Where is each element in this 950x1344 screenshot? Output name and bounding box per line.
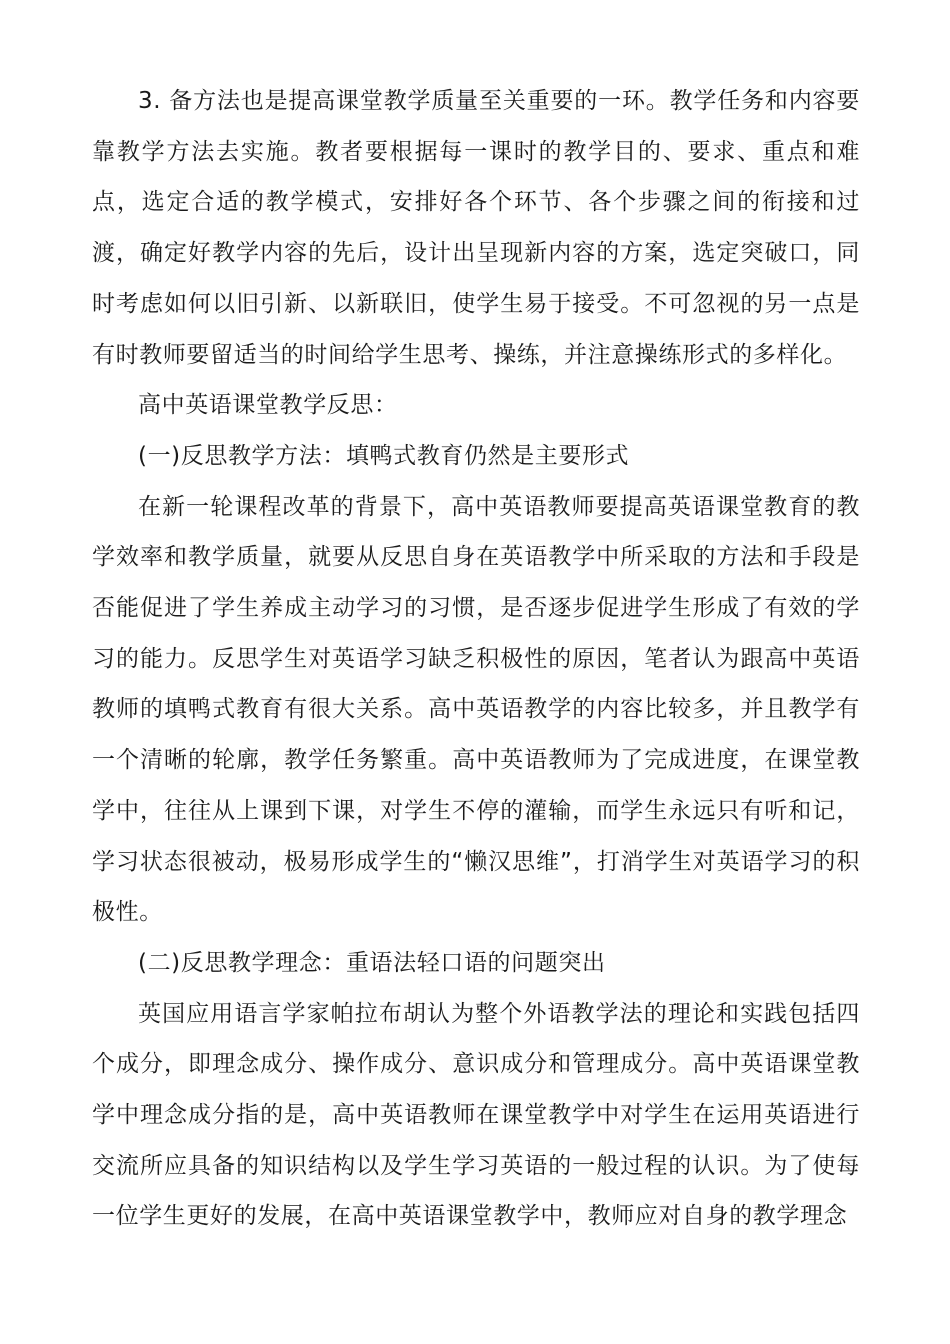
subheading-teaching-method: (一)反思教学方法：填鸭式教育仍然是主要形式 xyxy=(138,442,630,469)
document-body xyxy=(92,76,860,1242)
paragraph-teaching-concept: 英国应用语言学家帕拉布胡认为整个外语教学法的理论和实践包括四个成分，即理念成分、操作成分、意识成分和管理成分。高中英语课堂教学中理念成分指的是，高中英语教师在课堂教学中对学生在运用英语进行交流所应具备的知识结构以及学生学习英语的一般过程的认识。为了使每一位学生更好的发展，在高中英语课堂教学中，教师应对自身的教学理念 xyxy=(92,1000,860,1230)
paragraph-teaching-method: 在新一轮课程改革的背景下，高中英语教师要提高英语课堂教育的教学效率和教学质量，就要从反思自身在英语教学中所采取的方法和手段是否能促进了学生养成主动学习的习惯，是否逐步促进学生形成了有效的学习的能力。反思学生对英语学习缺乏积极性的原因，笔者认为跟高中英语教师的填鸭式教育有很大关系。高中英语教学的内容比较多，并且教学有一个清晰的轮廓，教学任务繁重。高中英语教师为了完成进度，在课堂教学中，往往从上课到下课，对学生不停的灌输，而学生永远只有听和记，学习状态很被动，极易形成学生的“懒汉思维”，打消学生对英语学习的积极性。 xyxy=(92,493,860,926)
subheading-teaching-concept: (二)反思教学理念：重语法轻口语的问题突出 xyxy=(138,949,606,976)
section-heading-reflection: 高中英语课堂教学反思： xyxy=(138,392,398,419)
paragraph-method-preparation: 3. 备方法也是提高课堂教学质量至关重要的一环。教学任务和内容要靠教学方法去实施。教者要根据每一课时的教学目的、要求、重点和难点，选定合适的教学模式，安排好各个环节、各个步骤之间的衔接和过渡，确定好教学内容的先后，设计出呈现新内容的方案，选定突破口，同时考虑如何以旧引新、以新联旧，使学生易于接受。不可忽视的另一点是有时教师要留适当的时间给学生思考、操练，并注意操练形式的多样化。 xyxy=(92,88,860,368)
